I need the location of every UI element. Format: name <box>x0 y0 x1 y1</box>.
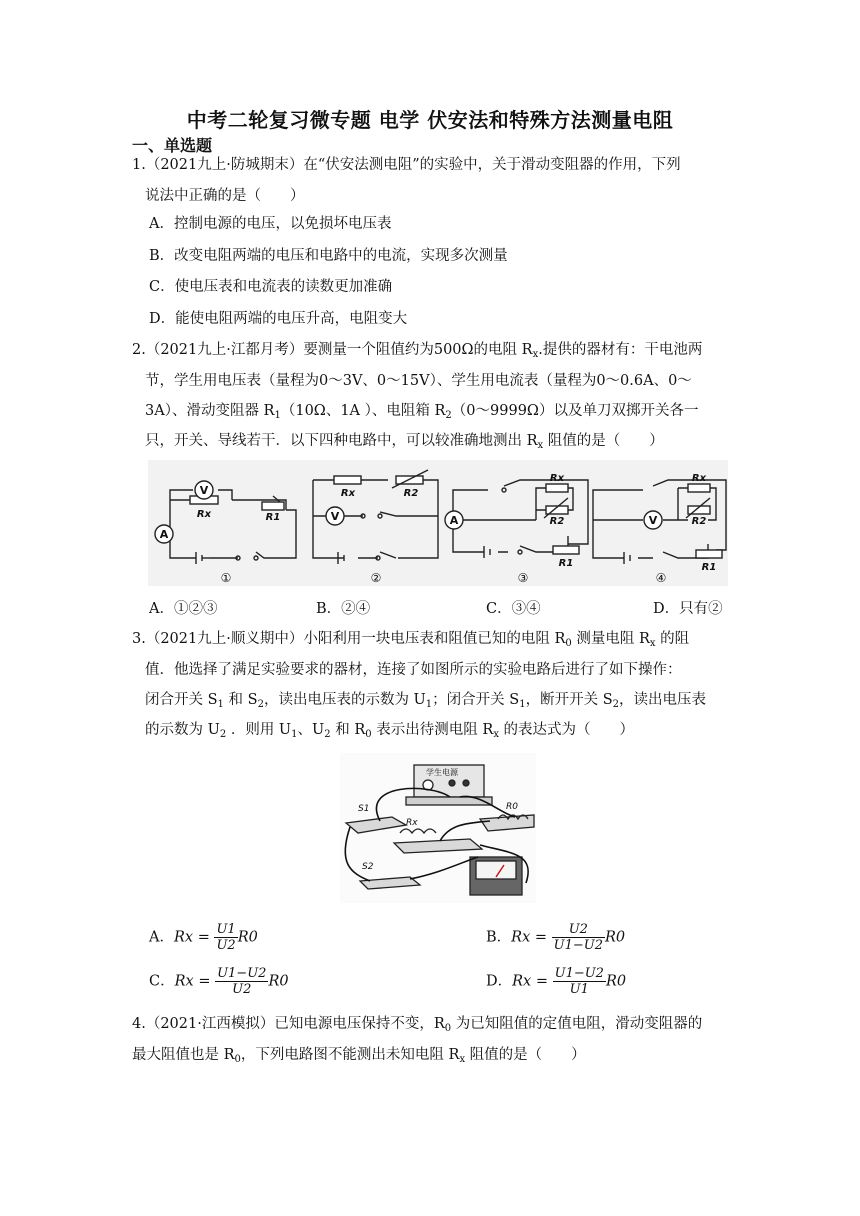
q1-option-b[interactable]: B．改变电阻两端的电压和电路中的电流，实现多次测量 <box>149 248 508 264</box>
circuit-3 <box>445 480 588 558</box>
photo-s2-label: S2 <box>362 862 374 872</box>
q1-option-d[interactable]: D．能使电阻两端的电压升高，电阻变大 <box>149 311 408 327</box>
q2-circuit-diagrams <box>148 460 728 586</box>
q3-option-d[interactable]: D．Rx = $\frac{U1-U2}{U1}$ R0 <box>486 966 627 997</box>
q1-option-a[interactable]: A．控制电源的电压，以免损坏电压表 <box>149 216 392 232</box>
q2-option-a[interactable]: A．①②③ <box>149 601 218 617</box>
c2-r2-label: R2 <box>403 488 419 499</box>
circuit-label-2: ② <box>370 571 382 585</box>
section-heading: 一、单选题 <box>132 136 213 155</box>
q2-option-b[interactable]: B．②④ <box>316 601 371 617</box>
q4-stem-line2: 最大阻值也是 $R_0$，下列电路图不能测出未知电阻 $R_x$ 阻值的是（ ） <box>132 1047 586 1065</box>
q3-stem-line2: 值．他选择了满足实验要求的器材，连接了如图所示的实验电路后进行了如下操作： <box>145 662 682 678</box>
c1-r1-label: R1 <box>265 512 281 523</box>
photo-r0-label: R0 <box>506 802 518 812</box>
c3-r1-label: R1 <box>558 558 574 569</box>
c1-rx-label: Rx <box>196 509 212 520</box>
circuit-label-4: ④ <box>655 571 667 585</box>
c1-voltmeter-label: V <box>199 484 209 497</box>
c3-r2-label: R2 <box>549 516 565 527</box>
q3-experiment-photo <box>340 753 536 903</box>
c2-voltmeter-label: V <box>330 510 340 523</box>
c2-rx-label: Rx <box>340 488 356 499</box>
c4-r1-label: R1 <box>701 562 717 573</box>
q1-stem-line1: 1.（2021九上·防城期末）在“伏安法测电阻”的实验中，关于滑动变阻器的作用，下列 <box>132 157 681 173</box>
q3-option-c[interactable]: C．Rx = $\frac{U1-U2}{U2}$ R0 <box>149 966 289 997</box>
q3-stem-line3: 闭合开关 $S_1$ 和 $S_2$，读出电压表的示数为 $U_1$；闭合开关 $S_1$，断开开关 $S_2$，读出电压表 <box>145 692 707 710</box>
q2-stem-line4: 只，开关、导线若干．以下四种电路中，可以较准确地测出 $R_x$ 阻值的是（ ） <box>145 433 664 451</box>
q2-stem-line1: 2.（2021九上·江都月考）要测量一个阻值约为500Ω的电阻 $R_x$.提供的器材有：干电池两 <box>132 342 703 360</box>
circuit-label-3: ③ <box>517 571 529 585</box>
q2-stem-line2: 节，学生用电压表（量程为0～3V、0～15V）、学生用电流表（量程为0～0.6A、0～ <box>145 373 692 389</box>
q2-stem-line3: 3A）、滑动变阻器 $R_1(10\Omega$、1A ）、电阻箱 $R_2(0\sim 9999\Omega)$以及单刀双掷开关各一 <box>145 403 699 421</box>
q1-option-c[interactable]: C．使电压表和电流表的读数更加准确 <box>149 279 393 295</box>
c3-ammeter-label: A <box>449 514 459 527</box>
q3-stem-line4: 的示数为 $U_2$ ．则用 $U_1$、$U_2$ 和 $R_0$ 表示出待测电阻 $R_x$ 的表达式为（ ） <box>145 722 635 740</box>
q3-option-b[interactable]: B．Rx = $\frac{U2}{U1-U2}$ R0 <box>486 922 626 953</box>
q2-option-d[interactable]: D．只有② <box>653 601 723 617</box>
circuit-label-1: ① <box>220 571 232 585</box>
photo-rx-label: Rx <box>406 818 418 828</box>
c4-rx-label: Rx <box>691 473 707 484</box>
c4-r2-label: R2 <box>691 516 707 527</box>
photo-power-label: 学生电源 <box>426 768 458 777</box>
q1-stem-line2: 说法中正确的是（ ） <box>145 188 305 204</box>
q2-option-c[interactable]: C．③④ <box>486 601 541 617</box>
q3-option-a[interactable]: A．Rx = $\frac{U1}{U2}$ R0 <box>149 922 258 953</box>
q4-stem-line1: 4.（2021·江西模拟）已知电源电压保持不变，$R_0$ 为已知阻值的定值电阻，滑动变阻器的 <box>132 1016 703 1034</box>
page-title: 中考二轮复习微专题 电学 伏安法和特殊方法测量电阻 <box>186 108 674 132</box>
q3-stem-line1: 3.（2021九上·顺义期中）小阳利用一块电压表和阻值已知的电阻 $R_0$ 测量电阻 $R_x$ 的阻 <box>132 631 690 649</box>
photo-s1-label: S1 <box>358 804 370 814</box>
c3-rx-label: Rx <box>549 473 565 484</box>
c4-voltmeter-label: V <box>648 514 658 527</box>
c1-ammeter-label: A <box>159 528 169 541</box>
